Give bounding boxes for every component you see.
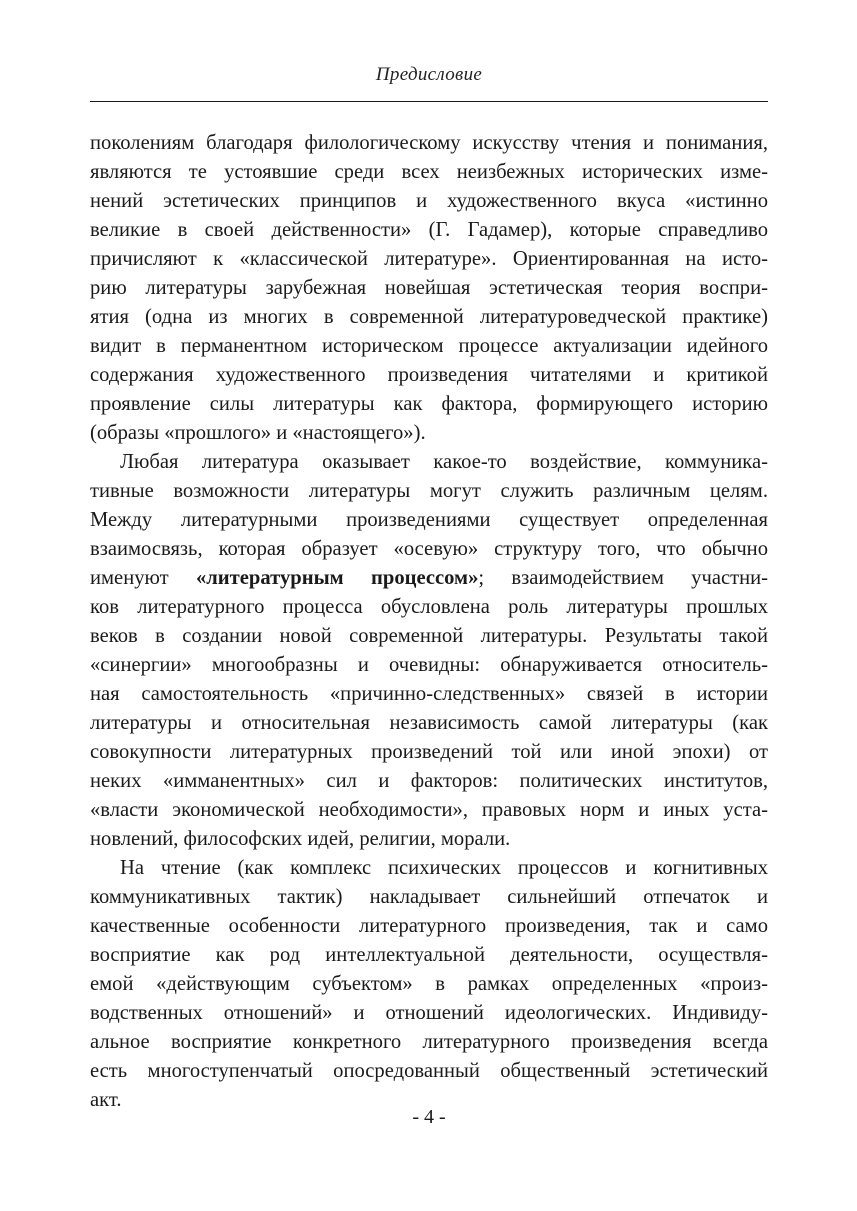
text-line: ятия (одна из многих в современной литературоведческой практике) [90, 306, 768, 328]
text-line: Любая литература оказывает какое-то воздействие, коммуника- [120, 451, 768, 473]
text-line: качественные особенности литературного произведения, так и само [90, 915, 768, 937]
text-line: веков в создании новой современной литературы. Результаты такой [90, 625, 768, 647]
text-line: водственных отношений» и отношений идеологических. Индивиду- [90, 1002, 768, 1024]
text-line: «власти экономической необходимости», правовых норм и иных уста- [90, 799, 768, 821]
paragraph-1 [90, 129, 768, 448]
text-line: восприятие как род интеллектуальной деятельности, осуществля- [90, 944, 768, 966]
text-line: новлений, философских идей, религии, морали. [90, 828, 511, 850]
bold-term: «литературным процессом» [195, 567, 479, 589]
text-line: совокупности литературных произведений той или иной эпохи) от [90, 741, 768, 763]
text-line: На чтение (как комплекс психических процессов и когнитивных [120, 857, 768, 879]
running-header-title: Предисловие [375, 64, 483, 85]
text-line: видит в перманентном историческом процессе актуализации идейного [90, 335, 768, 357]
text-line: поколениям благодаря филологическому искусству чтения и понимания, [90, 132, 768, 154]
text-line: взаимосвязь, которая образует «осевую» структуру того, что обычно [90, 538, 768, 560]
text-line: являются те устоявшие среди всех неизбежных исторических изме- [90, 161, 768, 183]
text-line: великие в своей действенности» (Г. Гадамер), которые справедливо [90, 219, 768, 241]
text-line: «синергии» многообразны и очевидны: обнаруживается относитель- [90, 654, 768, 676]
text-line: содержания художественного произведения читателями и критикой [90, 364, 768, 386]
text-line: (образы «прошлого» и «настоящего»). [90, 422, 426, 444]
header-divider [90, 101, 768, 102]
line-text-after: ; взаимодействием участни- [478, 567, 768, 589]
text-line: акт. [90, 1089, 122, 1111]
text-line: ков литературного процесса обусловлена роль литературы прошлых [90, 596, 768, 618]
text-line: причисляют к «классической литературе». Ориентированная на исто- [90, 248, 768, 270]
text-line: ная самостоятельность «причинно-следственных» связей в истории [90, 683, 768, 705]
text-line: тивные возможности литературы могут служить различным целям. [90, 480, 768, 502]
text-line: коммуникативных тактик) накладывает сильнейший отпечаток и [90, 886, 768, 908]
page-number: - 4 - [412, 1106, 446, 1128]
paragraph-2 [90, 448, 768, 854]
text-line: есть многоступенчатый опосредованный общественный эстетический [90, 1060, 768, 1082]
text-line: емой «действующим субъектом» в рамках определенных «произ- [90, 973, 768, 995]
text-line: альное восприятие конкретного литературного произведения всегда [90, 1031, 768, 1053]
body-text [90, 129, 768, 1115]
text-line: нений эстетических принципов и художественного вкуса «истинно [90, 190, 768, 212]
text-line: проявление силы литературы как фактора, формирующего историю [90, 393, 768, 415]
text-line: литературы и относительная независимость самой литературы (как [90, 712, 768, 734]
text-line: неких «имманентных» сил и факторов: политических институтов, [90, 770, 768, 792]
line-text-before: именуют [90, 567, 196, 589]
paragraph-3 [90, 854, 768, 1115]
text-line: рию литературы зарубежная новейшая эстетическая теория воспри- [90, 277, 768, 299]
text-line-with-term [90, 564, 768, 593]
text-line: Между литературными произведениями существует определенная [90, 509, 768, 531]
